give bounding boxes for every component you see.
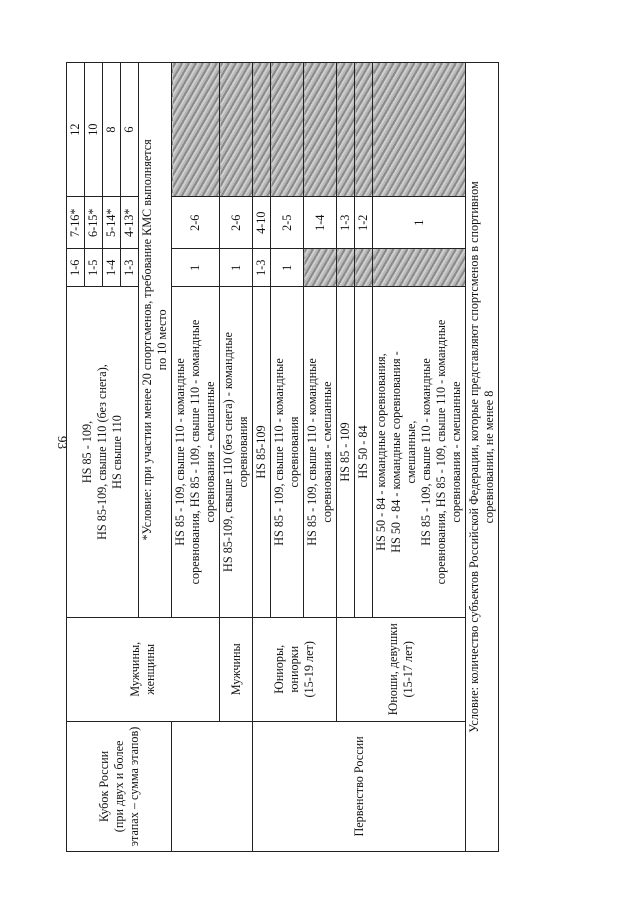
place-cell: 4-10	[253, 197, 271, 249]
gender-cell: Мужчины, женщины	[67, 617, 220, 721]
regulation-table	[66, 62, 499, 852]
place-cell: 2-6	[172, 197, 220, 249]
team-discipline-cell: HS 50 - 84 - командные соревнования, HS 50 - 84 - командные соревнования - смешанные, HS 85 - 109, свыше 110 - командные соревнования, HS 85 - 109, свыше 110 - командные соревнования - смешанные	[373, 287, 466, 617]
table-row	[466, 63, 499, 852]
place-cell: 1-4	[304, 197, 337, 249]
place-cell: 1	[172, 249, 220, 287]
place-cell: 2-5	[271, 197, 304, 249]
place-cell: 1-2	[355, 197, 373, 249]
shaded-cell	[337, 63, 355, 197]
place-cell: 7-16*	[67, 197, 85, 249]
place-cell: 1-4	[103, 249, 121, 287]
shaded-cell	[355, 63, 373, 197]
place-cell: 6-15*	[85, 197, 103, 249]
table-row	[172, 63, 220, 852]
place-cell: 2-6	[220, 197, 253, 249]
place-cell: 1	[220, 249, 253, 287]
shaded-cell	[337, 249, 355, 287]
place-cell: 1-3	[337, 197, 355, 249]
page-number: 93	[55, 436, 70, 449]
shaded-cell	[253, 63, 271, 197]
gender-men-cell: Мужчины	[220, 617, 253, 721]
table-row	[67, 63, 85, 852]
shaded-cell	[304, 63, 337, 197]
age-group-cell: Юноши, девушки (15-17 лет)	[337, 617, 466, 721]
condition-note: *Условие: при участии менее 20 спортсменов, требование КМС выполняется по 10 место	[139, 63, 172, 618]
place-cell: 1-6	[67, 249, 85, 287]
count-cell: 8	[103, 63, 121, 197]
place-cell: 4-13*	[121, 197, 139, 249]
place-cell: 1-3	[253, 249, 271, 287]
team-discipline-cell: HS 85 - 109, свыше 110 - командные соревнования, HS 85 - 109, свыше 110 - командные соревнования - смешанные	[172, 287, 220, 617]
table-row	[253, 63, 271, 852]
count-cell: 12	[67, 63, 85, 197]
regulation-table-sheet	[66, 62, 566, 852]
shaded-cell	[172, 63, 220, 197]
event-championship-cell: Первенство России	[253, 721, 466, 851]
shaded-cell	[271, 63, 304, 197]
event-cup-cell: Кубок России (при двух и более этапах – сумма этапов)	[67, 721, 172, 851]
footer-condition: Условие: количество субъектов Российской Федерации, которые представляют спортсменов в спортивном соревновании, не менее 8	[466, 63, 499, 852]
discipline-cell: HS 85 - 109, свыше 110 - командные соревнования - смешанные	[304, 287, 337, 617]
discipline-cell: HS 85 - 109, HS 85-109, свыше 110 (без снега), HS свыше 110	[67, 287, 139, 617]
shaded-cell	[373, 63, 466, 197]
event-cup-continuation	[172, 721, 253, 851]
discipline-cell: HS 50 - 84	[355, 287, 373, 617]
shaded-cell	[304, 249, 337, 287]
team-discipline-cell: HS 85-109, свыше 110 (без снега) - командные соревнования	[220, 287, 253, 617]
shaded-cell	[355, 249, 373, 287]
shaded-cell	[373, 249, 466, 287]
count-cell: 6	[121, 63, 139, 197]
place-cell: 1	[271, 249, 304, 287]
place-cell: 1	[373, 197, 466, 249]
place-cell: 5-14*	[103, 197, 121, 249]
discipline-cell: HS 85-109	[253, 287, 271, 617]
discipline-cell: HS 85 - 109, свыше 110 - командные соревнования	[271, 287, 304, 617]
count-cell: 10	[85, 63, 103, 197]
age-group-cell: Юниоры, юниорки (15-19 лет)	[253, 617, 337, 721]
place-cell: 1-5	[85, 249, 103, 287]
shaded-cell	[220, 63, 253, 197]
discipline-cell: HS 85 - 109	[337, 287, 355, 617]
place-cell: 1-3	[121, 249, 139, 287]
